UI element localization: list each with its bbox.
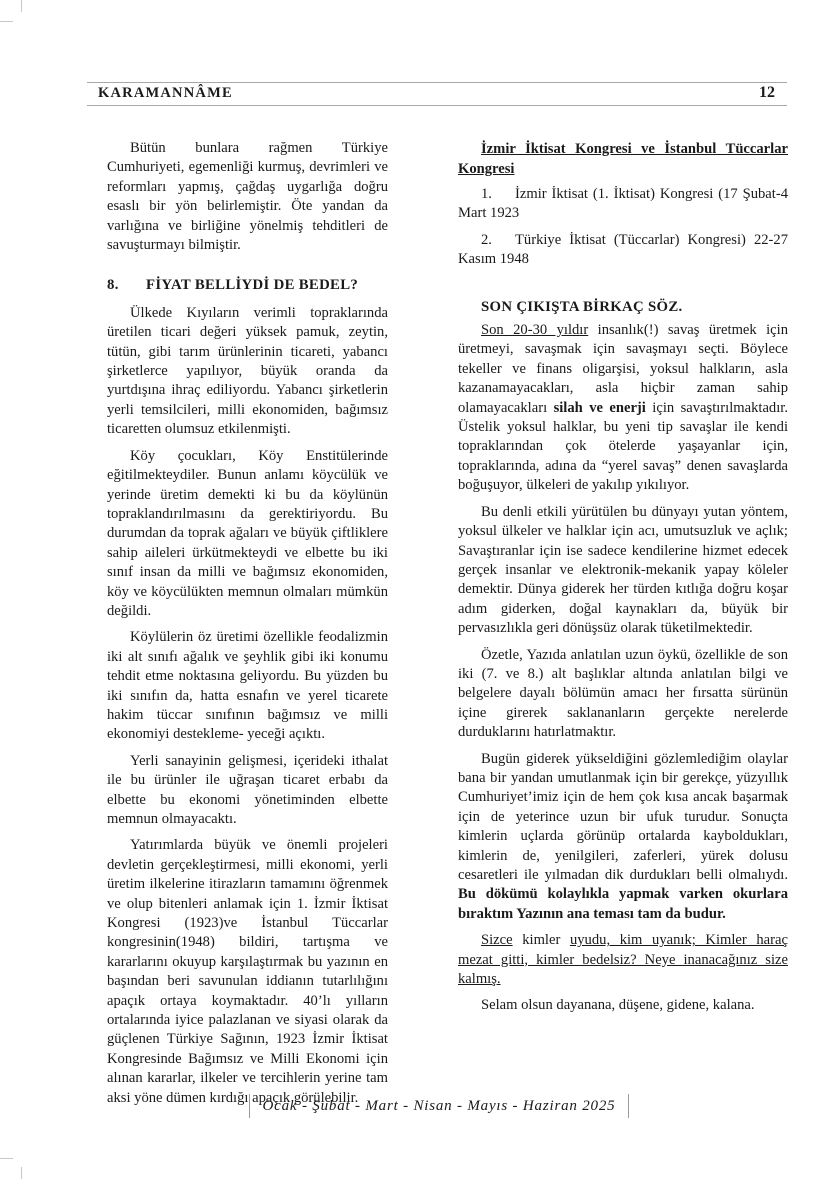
page-number: 12 [759, 84, 775, 101]
body-paragraph: Bu denli etkili yürütülen bu dünyayı yutan yöntem, yoksul ülkeler ve halklar için acı, umutsuzluk ve açlık; Savaştıranlar için ise sadece kendilerine hizmet edecek gerçek insanlar ve elektronik-mekanik yapay köleler demektir. Dünya giderek her türden kıtlığa doğru koşar adım giderken, doğal kaynakları da, büyük bir pervasızlıkla geri dönüşsüz olarak tüketilmektedir. [458, 503, 788, 637]
running-header [87, 82, 787, 106]
body-paragraph [458, 750, 788, 925]
body-paragraph: Köy çocukları, Köy Enstitülerinde eğitilmekteydiler. Bunun anlamı köycülük ve yerinde üretim demekti ki bu da köylünün topraklandırılmasını da gerektiriyordu. Bu durumdan da toprak ağaları ve büyük çiftliklere sahip aileleri ürkütmekteydi ve elbette bu iki sınıf insan da milli ve bağımsız ekonomiden, köy ve köycülükten memnun olmaları mümkün değildi. [107, 447, 388, 619]
crop-mark-bottom-left-h [0, 1158, 13, 1159]
section-number: 8. [107, 277, 119, 294]
section-heading-8 [107, 276, 388, 295]
bold-phrase: silah ve enerji [553, 399, 646, 416]
crop-mark-bottom-left-v [21, 1167, 22, 1179]
body-paragraph: Köylülerin öz üretimi özellikle feodalizmin iki alt sınıfı ağalık ve şeyhlik gibi iki konumu tehdit etme noktasına geliyordu. Bu yüzden bu iki sınıfın da, hatta esnafın ve yerel ticarete hakim tüccar sınıfının bağımsız ve milli ekonomiyi destekleme- yeceği açıktı. [107, 629, 388, 743]
body-paragraph [458, 931, 788, 989]
paragraph-text: kimler [512, 932, 570, 949]
reference-item [458, 185, 788, 224]
right-column [458, 139, 788, 1023]
body-paragraph [458, 321, 788, 496]
left-column [107, 139, 388, 1115]
body-paragraph: Özetle, Yazıda anlatılan uzun öykü, özellikle de son iki (7. ve 8.) alt başlıklar altında anlatılan bilgi ve belgelere dayalı bölümün amacı her fırsatta sürünün içine girerek saklananların gerçekte nerelerde durduklarını hatırlatmaktır. [458, 646, 788, 741]
issue-date: Ocak - Şubat - Mart - Nisan - Mayıs - Haziran 2025 [262, 1098, 616, 1114]
reference-text: Türkiye İktisat (Tüccarlar) Kongresi) 22-27 Kasım 1948 [458, 231, 788, 268]
section-heading-closing: SON ÇIKIŞTA BİRKAÇ SÖZ. [481, 298, 683, 315]
reference-text: İzmir İktisat (1. İktisat) Kongresi (17 Şubat-4 Mart 1923 [458, 186, 788, 222]
body-paragraph: Ülkede Kıyıların verimli topraklarında üretilen ticari değeri yüksek pamuk, zeytin, tütün, gibi tarım ürünlerinin ticareti, yabancı şirketlerce yapılıyor, büyük oranda da yurtdışına ihraç ediliyordu. Yabancı şirketlerin yerli temsilcileri, milli ekonomiden, bağımsız ticaretten olumsuz etkilenmişti. [107, 304, 388, 438]
journal-title: KARAMANNÂME [98, 85, 233, 101]
closing-line: Selam olsun dayanana, düşene, gidene, kalana. [481, 997, 755, 1014]
section-title: FİYAT BELLİYDİ DE BEDEL? [146, 277, 359, 294]
underlined-phrase: Sizce [481, 932, 513, 949]
paragraph-text: insanlık(!) savaş üretmek için üretmeyi, savaşmak için savaşmayı seçti. Böylece tekeller ve finans oligarşisi, yoksul halkların, asla kazanamayacakları, asla hiçbir zaman sahip olamayacakları [458, 322, 788, 416]
body-paragraph: Yerli sanayinin gelişmesi, içerideki ithalat ile bu ürünler ile uğraşan ticaret erbabı da elbette bu ekonomi yönetiminden elbette memnun olmayacaktı. [107, 752, 388, 827]
underlined-phrase: uyudu, kim uyanık; Kimler haraç mezat gitti, kimler bedelsiz? Neye inanacağınız size kalmış. [458, 932, 788, 988]
body-paragraph: Yatırımlarda büyük ve önemli projeleri devletin gerçekleştirmesi, milli ekonomi, yerli üretim ilkelerine itirazların tamamını öğrenmek ve olup bitenleri anlamak için 1. İzmir İktisat Kongresi (1923)ve İstanbul Tüccarlar kongresinin(1948) bildiri, tartışma ve kararlarını okuyup karşılaştırmak bu yazının en başından beri savunulan iddianın tutarlılığını apaçık ortaya koymaktadır. 40’lı yılların ortalarında iyice palazlanan ve siyasi olarak da güçlenen Türkiye Sağının, 1923 İzmir İktisat Kongresinde Bağımsız ve Milli Ekonomi için alınan kararlar, ilkeler ve tercihlerin yerine tam aksi yöne dümen kırdığı apaçık görülebilir. [107, 837, 388, 1106]
crop-mark-top-left-v [21, 0, 22, 12]
reference-number: 1. [481, 186, 492, 202]
bold-phrase: Bu dökümü kolaylıkla yapmak varken okurlara bıraktım Yazının ana teması tam da budur. [458, 886, 788, 922]
reference-number: 2. [481, 231, 492, 248]
crop-mark-top-left-h [0, 21, 13, 22]
paragraph-text: Bugün giderek yükseldiğini gözlemlediğim olaylar bana bir yandan umutlanmak için bir gerekçe, yüzyıllık Cumhuriyet’imiz için de hem çok kısa ancak başarmak için de yeterince uzun bir ufuk turudur. Sonuçta kimlerin uçlarda görünüp ortalarda kayboldukları, kimlerin de, yenilgileri, zaferleri, yürek dolusu cesaretleri ile yılmadan dik durdukları belli olmalıydı. [458, 750, 788, 883]
reference-item [458, 231, 788, 270]
paragraph-text: için savaştırılmaktadır. Üstelik yoksul halklar, bu yeni tip savaşlar ile kendi topraklarından çok ötelerde yaşayanlar için, topraklarında, adına da “yerel savaş” denen savaşlarda boğuşuyor, ülkeleri de yakılıp yıkılıyor. [458, 399, 788, 494]
intro-paragraph: Bütün bunlara rağmen Türkiye Cumhuriyeti, egemenliği kurmuş, devrimleri ve reformları yapmış, çağdaş uygarlığa doğru esaslı bir yön belirlemiştir. Öte yandan da varlığına ve birliğine yönelmiş tehditleri de savuşturmayı bilmiştir. [107, 140, 388, 254]
running-footer [249, 1094, 629, 1118]
underlined-phrase: Son 20-30 yıldır [481, 322, 589, 339]
references-heading: İzmir İktisat Kongresi ve İstanbul Tüccarlar Kongresi [458, 141, 788, 177]
